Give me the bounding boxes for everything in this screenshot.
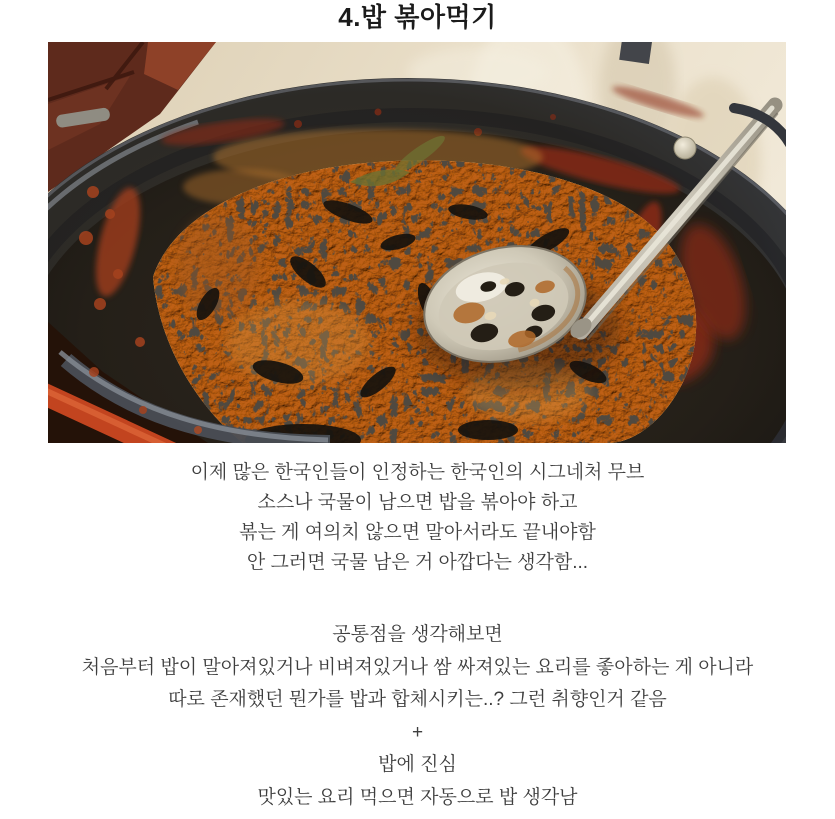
page-title: 4.밥 볶아먹기 bbox=[338, 2, 497, 32]
caption-line: 볶는 게 여의치 않으면 말아서라도 끝내야함 bbox=[239, 522, 596, 543]
caption-line: 공통점을 생각해보면 bbox=[332, 624, 503, 645]
caption-line: 안 그러면 국물 남은 거 아깝다는 생각함... bbox=[246, 552, 589, 573]
caption-line: 밥에 진심 bbox=[378, 754, 457, 775]
caption-line: + bbox=[411, 721, 424, 743]
caption-line: 맛있는 요리 먹으면 자동으로 밥 생각남 bbox=[257, 786, 578, 808]
food-photo-illustration bbox=[48, 42, 786, 443]
caption-line: 이제 많은 한국인들이 인정하는 한국인의 시그네처 무브 bbox=[190, 462, 645, 483]
caption-line: 처음부터 밥이 말아져있거나 비벼져있거나 쌈 싸져있는 요리를 좋아하는 게 아니라 bbox=[81, 656, 754, 678]
food-photo bbox=[48, 42, 786, 443]
caption-line: 따로 존재했던 뭔가를 밥과 합체시키는..? 그런 취향인거 같음 bbox=[168, 689, 667, 710]
caption-paragraph-2 bbox=[0, 619, 835, 814]
caption-paragraph-1 bbox=[0, 458, 835, 578]
caption-line: 소스나 국물이 남으면 밥을 볶아야 하고 bbox=[257, 492, 578, 513]
garlic-pearl bbox=[674, 137, 696, 159]
